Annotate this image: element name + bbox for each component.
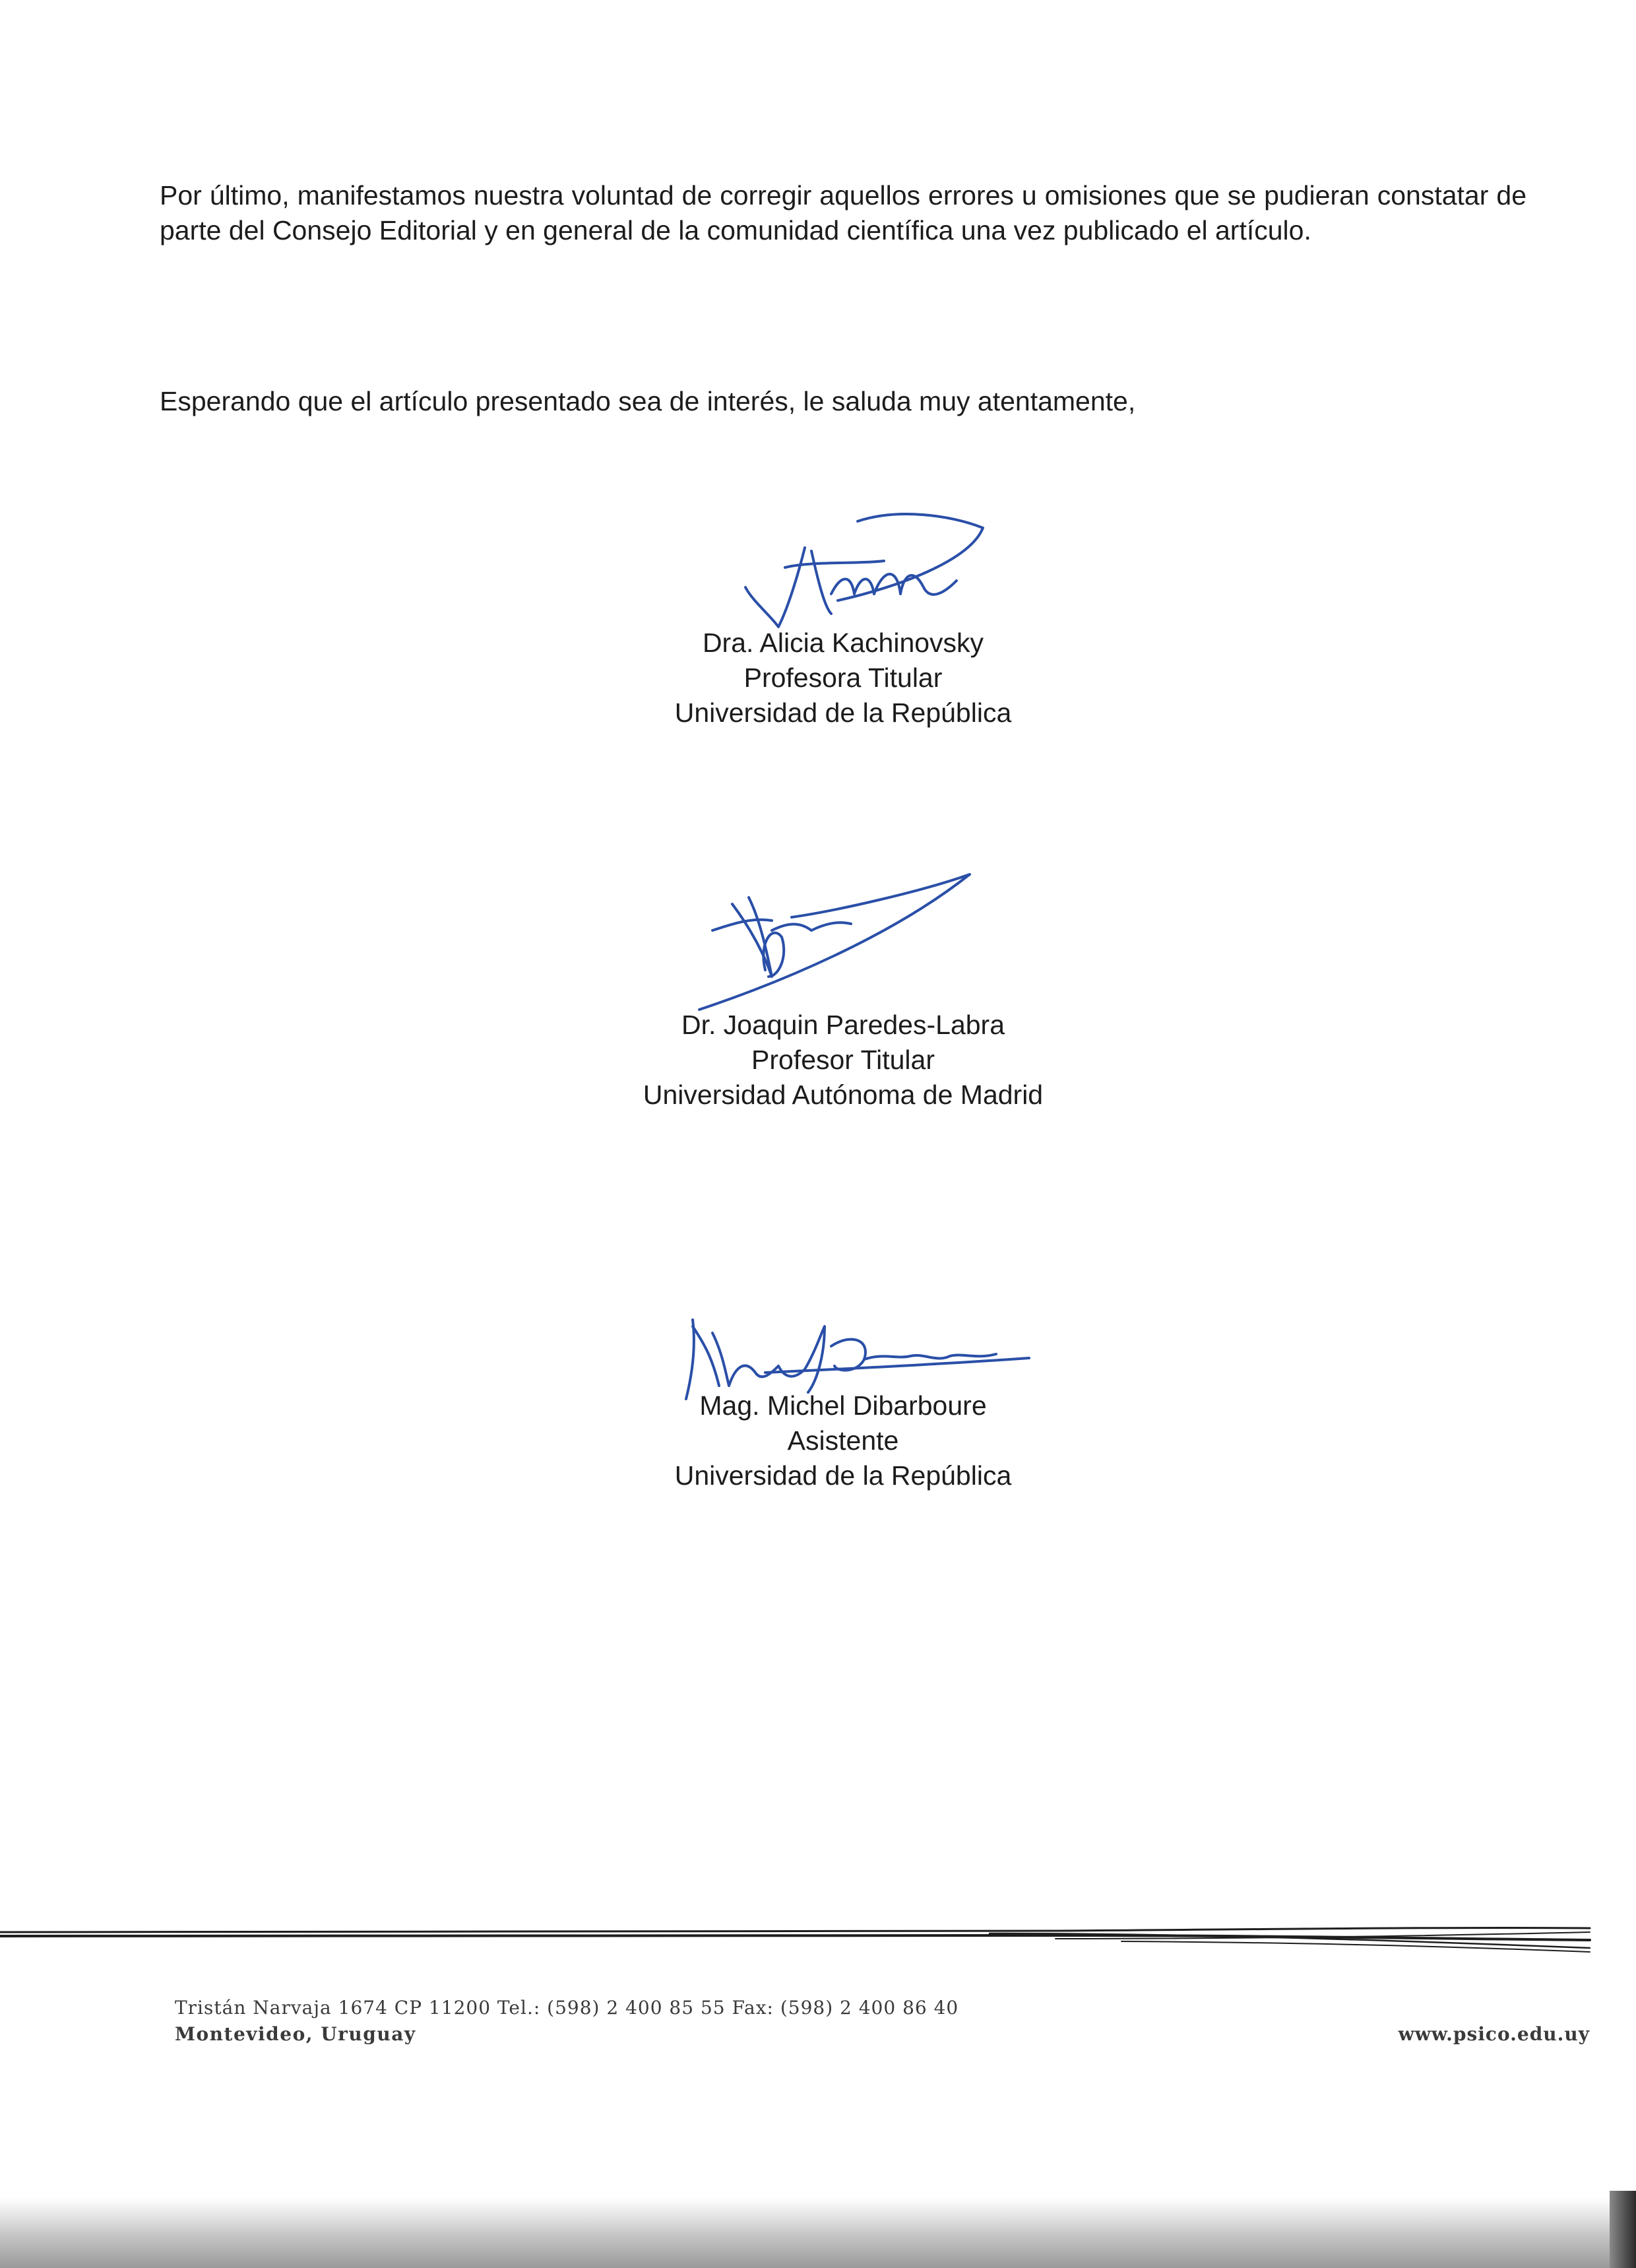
signatory-position: Asistente <box>787 1425 899 1456</box>
signatory-institution: Universidad Autónoma de Madrid <box>643 1080 1044 1110</box>
footer-address: Tristán Narvaja 1674 CP 11200 Tel.: (598) 2 400 85 55 Fax: (598) 2 400 86 40 <box>175 1997 959 2019</box>
footer-city: Montevideo, Uruguay <box>175 2023 416 2045</box>
footer-divider <box>0 1914 1596 1966</box>
signatory-1 <box>480 626 1206 730</box>
greeting-line: Esperando que el artículo presentado sea de interés, le saluda muy atentamente, <box>160 386 1136 416</box>
signatory-institution: Universidad de la República <box>674 697 1012 728</box>
signatory-institution: Universidad de la República <box>674 1460 1012 1491</box>
signatory-3 <box>480 1388 1206 1493</box>
scan-corner-shadow <box>1610 2191 1636 2268</box>
signatory-position: Profesor Titular <box>751 1045 935 1075</box>
signatory-2 <box>480 1008 1206 1113</box>
signatory-name: Dr. Joaquin Paredes-Labra <box>681 1010 1005 1040</box>
signatory-name: Mag. Michel Dibarboure <box>699 1390 987 1421</box>
signatory-position: Profesora Titular <box>743 663 943 693</box>
signatory-name: Dra. Alicia Kachinovsky <box>702 628 984 658</box>
closing-paragraph: Por último, manifestamos nuestra voluntad de corregir aquellos errores u omisiones que se pudieran constatar de parte del Consejo Editorial y en general de la comunidad científica una vez publicado el artículo. <box>160 180 1526 245</box>
scan-shadow <box>0 2197 1636 2268</box>
footer-website: www.psico.edu.uy <box>1398 2023 1590 2045</box>
